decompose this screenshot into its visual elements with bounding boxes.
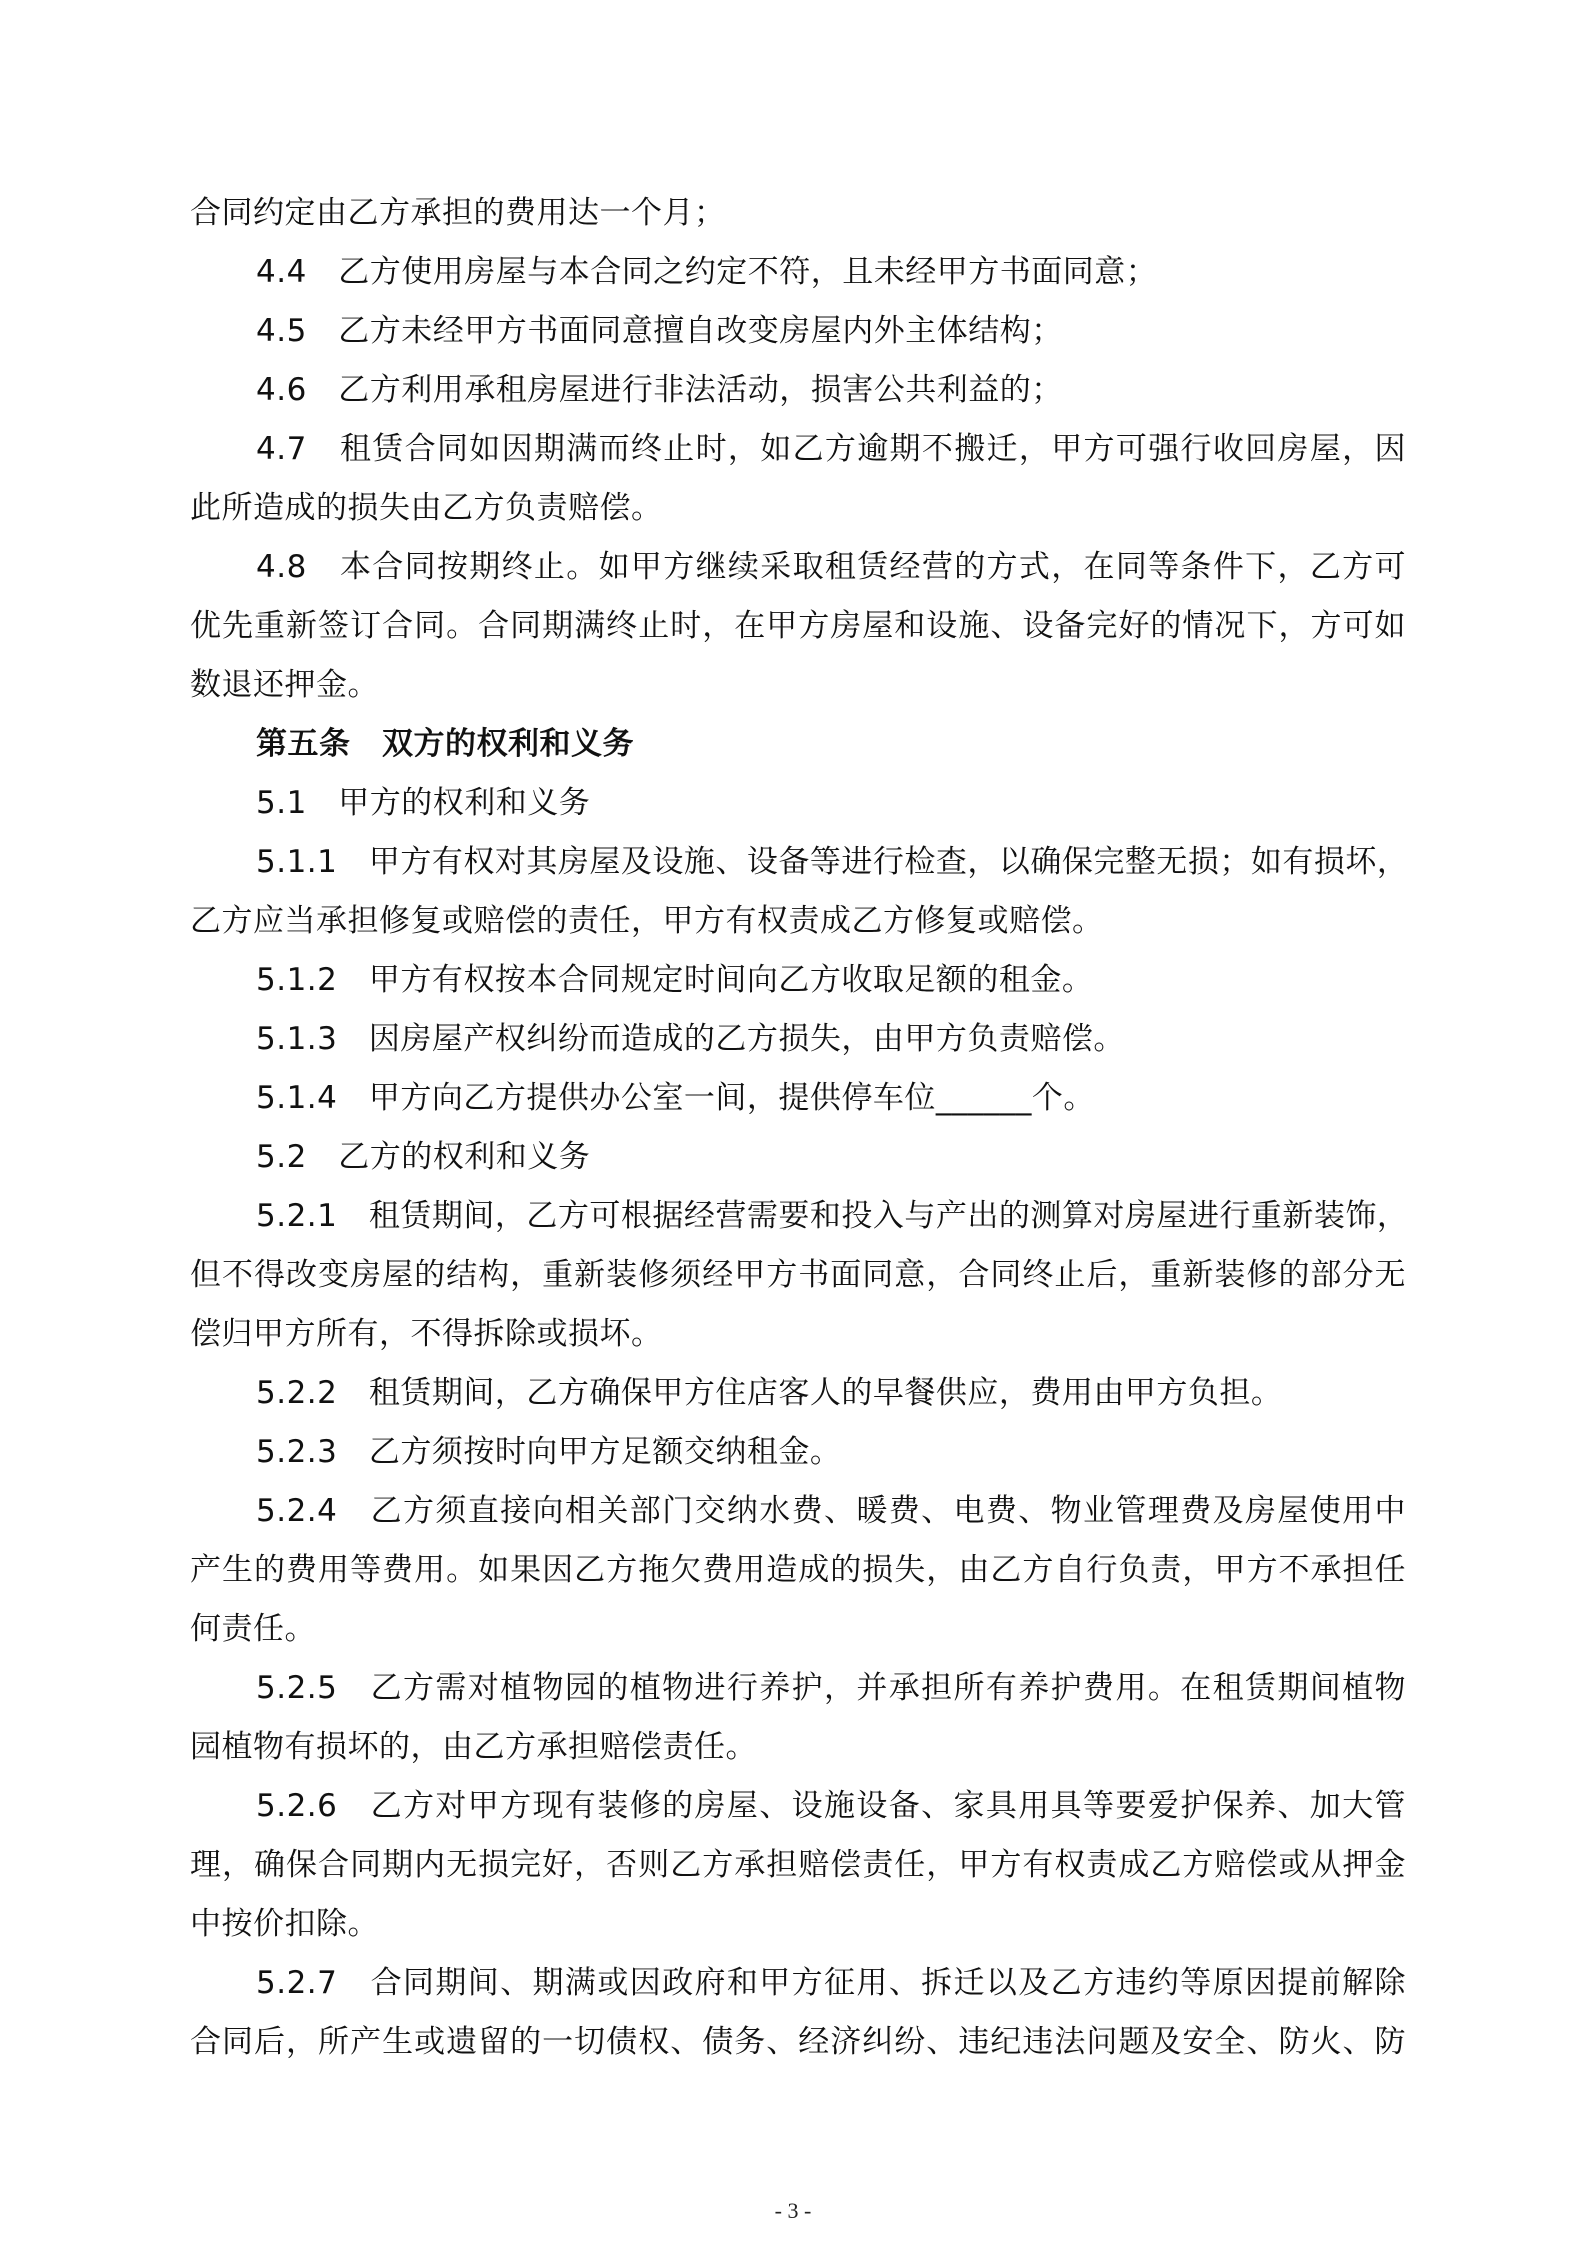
paragraph [190, 302, 1406, 361]
paragraph-line: 乙方应当承担修复或赔偿的责任，甲方有权责成乙方修复或赔偿。 [190, 903, 1104, 939]
paragraph-line: 5.2.1 租赁期间，乙方可根据经营需要和投入与产出的测算对房屋进行重新装饰， [256, 1198, 1409, 1234]
paragraph-line: 产生的费用等费用。如果因乙方拖欠费用造成的损失，由乙方自行负责，甲方不承担任 [190, 1552, 1406, 1588]
paragraph [190, 420, 1406, 538]
paragraph-line: 4.4 乙方使用房屋与本合同之约定不符，且未经甲方书面同意； [256, 254, 1158, 290]
paragraph [190, 1010, 1406, 1069]
paragraph-line: 合同后，所产生或遗留的一切债权、债务、经济纠纷、违纪违法问题及安全、防火、防 [190, 2024, 1406, 2060]
paragraph-line: 5.2.7 合同期间、期满或因政府和甲方征用、拆迁以及乙方违约等原因提前解除 [256, 1965, 1406, 2001]
paragraph-line: 5.1 甲方的权利和义务 [256, 785, 591, 821]
paragraph [190, 1364, 1406, 1423]
paragraph [190, 1423, 1406, 1482]
paragraph-line: 此所造成的损失由乙方负责赔偿。 [190, 490, 663, 526]
paragraph-line: 第五条 双方的权利和义务 [256, 726, 634, 762]
paragraph [190, 243, 1406, 302]
paragraph [190, 774, 1406, 833]
paragraph [190, 538, 1406, 715]
paragraph [190, 1128, 1406, 1187]
paragraph-line: 4.8 本合同按期终止。如甲方继续采取租赁经营的方式，在同等条件下，乙方可 [256, 549, 1406, 585]
paragraph-line: 5.1.2 甲方有权按本合同规定时间向乙方收取足额的租金。 [256, 962, 1094, 998]
paragraph-line: 5.2.2 租赁期间，乙方确保甲方住店客人的早餐供应，费用由甲方负担。 [256, 1375, 1283, 1411]
paragraph-line: 偿归甲方所有，不得拆除或损坏。 [190, 1316, 663, 1352]
document-page [190, 184, 1409, 2072]
paragraph-line: 4.7 租赁合同如因期满而终止时，如乙方逾期不搬迁，甲方可强行收回房屋，因 [256, 431, 1406, 467]
page-number: - 3 - [774, 2198, 812, 2223]
paragraph [190, 184, 1406, 243]
paragraph-line: 数退还押金。 [190, 667, 379, 703]
paragraph-line: 5.1.4 甲方向乙方提供办公室一间，提供停车位______个。 [256, 1080, 1095, 1116]
paragraph [190, 1187, 1409, 1364]
paragraph-line: 5.2.3 乙方须按时向甲方足额交纳租金。 [256, 1434, 842, 1470]
paragraph-line: 中按价扣除。 [190, 1906, 379, 1942]
paragraph [190, 361, 1406, 420]
paragraph-line: 5.2.5 乙方需对植物园的植物进行养护，并承担所有养护费用。在租赁期间植物 [256, 1670, 1406, 1706]
paragraph [190, 1659, 1406, 1777]
paragraph [190, 1069, 1406, 1128]
paragraph [190, 1482, 1406, 1659]
paragraph-line: 合同约定由乙方承担的费用达一个月； [190, 195, 726, 231]
paragraph-line: 园植物有损坏的，由乙方承担赔偿责任。 [190, 1729, 757, 1765]
section-heading [190, 715, 1406, 774]
paragraph [190, 951, 1406, 1010]
paragraph-line: 但不得改变房屋的结构，重新装修须经甲方书面同意，合同终止后，重新装修的部分无 [190, 1257, 1406, 1293]
paragraph-line: 5.1.3 因房屋产权纠纷而造成的乙方损失，由甲方负责赔偿。 [256, 1021, 1125, 1057]
paragraph [190, 1777, 1406, 1954]
paragraph-line: 何责任。 [190, 1611, 316, 1647]
paragraph-line: 4.5 乙方未经甲方书面同意擅自改变房屋内外主体结构； [256, 313, 1063, 349]
paragraph-line: 5.2.6 乙方对甲方现有装修的房屋、设施设备、家具用具等要爱护保养、加大管 [256, 1788, 1406, 1824]
paragraph [190, 833, 1409, 951]
paragraph-line: 5.2.4 乙方须直接向相关部门交纳水费、暖费、电费、物业管理费及房屋使用中 [256, 1493, 1406, 1529]
paragraph-line: 5.1.1 甲方有权对其房屋及设施、设备等进行检查，以确保完整无损；如有损坏， [256, 844, 1409, 880]
paragraph [190, 1954, 1406, 2072]
paragraph-line: 优先重新签订合同。合同期满终止时，在甲方房屋和设施、设备完好的情况下，方可如 [190, 608, 1406, 644]
paragraph-line: 理，确保合同期内无损完好，否则乙方承担赔偿责任，甲方有权责成乙方赔偿或从押金 [190, 1847, 1406, 1883]
paragraph-line: 4.6 乙方利用承租房屋进行非法活动，损害公共利益的； [256, 372, 1063, 408]
paragraph-line: 5.2 乙方的权利和义务 [256, 1139, 591, 1175]
